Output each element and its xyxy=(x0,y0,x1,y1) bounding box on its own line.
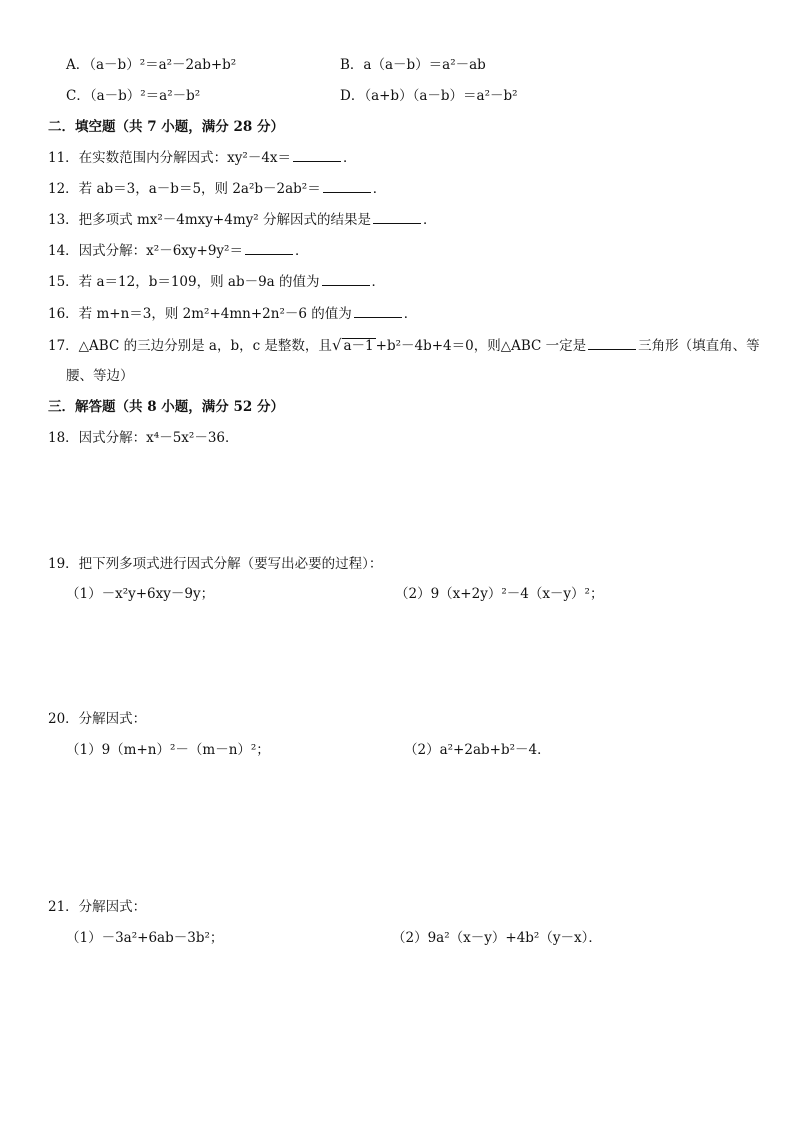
question-20-part-1: （1）9（m+n）²－（m－n）²； xyxy=(66,742,270,758)
answer-blank xyxy=(354,305,402,318)
question-17-mid: +b²－4b+4＝0，则△ABC 一定是 xyxy=(375,338,587,354)
answer-blank xyxy=(588,337,636,350)
question-16-text: 16．若 m+n＝3，则 2m²+4mn+2n²－6 的值为 xyxy=(48,306,352,322)
question-16 xyxy=(48,305,417,323)
answer-blank xyxy=(293,149,341,162)
question-15-end: ． xyxy=(371,274,386,290)
question-14 xyxy=(48,242,308,260)
question-20: 20．分解因式： xyxy=(48,711,147,727)
choice-d: D．（a+b）（a－b）＝a²－b² xyxy=(340,88,518,104)
question-19-part-2: （2）9（x+2y）²－4（x－y）²； xyxy=(395,586,604,602)
question-21-part-2: （2）9a²（x－y）+4b²（y－x）． xyxy=(392,930,602,946)
question-11-end: ． xyxy=(343,150,357,166)
question-16-end: ． xyxy=(403,306,418,322)
answer-blank xyxy=(323,180,371,193)
question-17 xyxy=(48,336,760,355)
choice-a: A．（a－b）²＝a²－2ab+b² xyxy=(66,57,237,73)
section-3-title: 三．解答题（共 8 小题，满分 52 分） xyxy=(48,399,284,415)
question-17-line2: 腰、等边） xyxy=(66,368,134,384)
question-19-part-1: （1）－x²y+6xy－9y； xyxy=(66,586,215,602)
question-13-end: ． xyxy=(422,212,437,228)
choice-b: B．a（a－b）＝a²－ab xyxy=(340,57,486,73)
question-21-part-1: （1）－3a²+6ab－3b²； xyxy=(66,930,224,946)
question-14-end: ． xyxy=(294,243,309,259)
question-13-text: 13．把多项式 mx²－4mxy+4my² 分解因式的结果是 xyxy=(48,212,371,228)
question-11 xyxy=(48,149,357,167)
question-17-end: 三角形（填直角、等 xyxy=(638,338,760,354)
question-11-text: 11．在实数范围内分解因式：xy²－4x＝ xyxy=(48,150,292,166)
question-15 xyxy=(48,273,385,291)
sqrt-radical-icon: √ xyxy=(331,336,342,354)
answer-blank xyxy=(322,273,370,286)
question-21: 21．分解因式： xyxy=(48,899,147,915)
question-12 xyxy=(48,180,386,198)
question-19: 19．把下列多项式进行因式分解（要写出必要的过程）： xyxy=(48,556,383,572)
question-12-text: 12．若 ab＝3，a－b＝5，则 2a²b－2ab²＝ xyxy=(48,181,321,197)
answer-blank xyxy=(373,211,421,224)
question-14-text: 14．因式分解：x²－6xy+9y²＝ xyxy=(48,243,243,259)
question-13 xyxy=(48,211,436,229)
question-12-end: ． xyxy=(372,181,387,197)
question-15-text: 15．若 a＝12，b＝109，则 ab－9a 的值为 xyxy=(48,274,320,290)
section-2-title: 二．填空题（共 7 小题，满分 28 分） xyxy=(48,119,284,135)
question-20-part-2: （2）a²+2ab+b²－4． xyxy=(404,742,551,758)
question-17-text: 17．△ABC 的三边分别是 a，b，c 是整数，且 xyxy=(48,338,332,354)
answer-blank xyxy=(245,242,293,255)
question-18: 18．因式分解：x⁴－5x²－36． xyxy=(48,430,239,446)
sqrt-radicand: a－1 xyxy=(343,338,374,354)
choice-c: C．（a－b）²＝a²－b² xyxy=(66,88,201,104)
